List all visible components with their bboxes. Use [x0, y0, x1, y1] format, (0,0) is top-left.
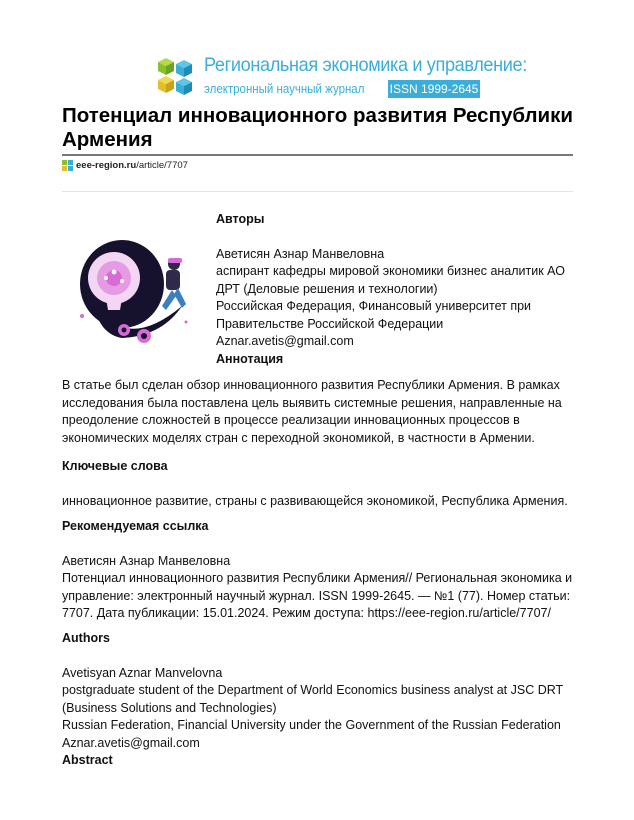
keywords-heading: Ключевые слова: [62, 459, 168, 473]
author-en-name: Avetisyan Aznar Manvelovna: [62, 665, 223, 680]
citation-heading: Рекомендуемая ссылка: [62, 519, 209, 533]
author-ru-name: Аветисян Азнар Манвеловна: [216, 246, 385, 261]
keywords-block: [62, 458, 577, 510]
title-divider: [62, 154, 573, 156]
citation-text: Потенциал инновационного развития Республики Армения// Региональная экономика и управление: электронный научный журнал. ISSN 1999-2645. — №1 (77). Номер статьи: 7707. Дата публикации: 15.01.2024. Режим доступа: https://eee-region.ru/article/7707/: [62, 571, 573, 620]
author-ru-position: аспирант кафедры мировой экономики бизнес аналитик АО ДРТ (Деловые решения и технологии): [216, 264, 565, 296]
url-domain: eee-region.ru: [76, 160, 137, 171]
header-divider: [62, 191, 573, 192]
author-ru-affiliation: Российская Федерация, Финансовый университет при Правительстве Российской Федерации: [216, 299, 532, 331]
annotation-block: [62, 377, 577, 447]
annotation-heading: Аннотация: [216, 351, 284, 366]
authors-ru-block: [216, 211, 576, 368]
author-en-position: postgraduate student of the Department of World Economics business analyst at JSC DRT (Business Solutions and Technologies): [62, 683, 563, 715]
annotation-text: В статье был сделан обзор инновационного развития Республики Армения. В рамках исследования была поставлена цель выявить системные решения, направленные на преодоление сложностей в процессе реализации инновационных процессов в экономических моделях стран с переходной экономикой, в частности в Армении.: [62, 378, 562, 445]
keywords-text: инновационное развитие, страны с развивающейся экономикой, Республика Армения.: [62, 493, 568, 508]
author-ru-email[interactable]: Aznar.avetis@gmail.com: [216, 334, 354, 348]
article-title: Потенциал инновационного развития Республики Армения: [62, 104, 573, 151]
citation-author: Аветисян Азнар Манвеловна: [62, 553, 231, 568]
article-url[interactable]: [62, 160, 188, 171]
journal-title: Региональная экономика и управление:: [204, 54, 527, 76]
abstract-heading: Abstract: [62, 753, 113, 767]
authors-en-heading: Authors: [62, 631, 110, 645]
innovation-illustration: [62, 226, 197, 356]
site-favicon-icon: [62, 160, 73, 171]
citation-block: [62, 518, 577, 623]
url-path: /article/7707: [136, 160, 188, 171]
authors-en-block: [62, 630, 577, 770]
author-en-email[interactable]: Aznar.avetis@gmail.com: [62, 735, 200, 750]
issn-badge: ISSN 1999-2645: [389, 82, 479, 96]
authors-ru-heading: Авторы: [216, 212, 265, 226]
journal-subtitle: электронный научный журнал: [204, 82, 365, 96]
cubes-logo-icon: [154, 56, 198, 96]
journal-logo: [154, 54, 527, 100]
author-en-affiliation: Russian Federation, Financial University under the Government of the Russian Federation: [62, 718, 561, 732]
